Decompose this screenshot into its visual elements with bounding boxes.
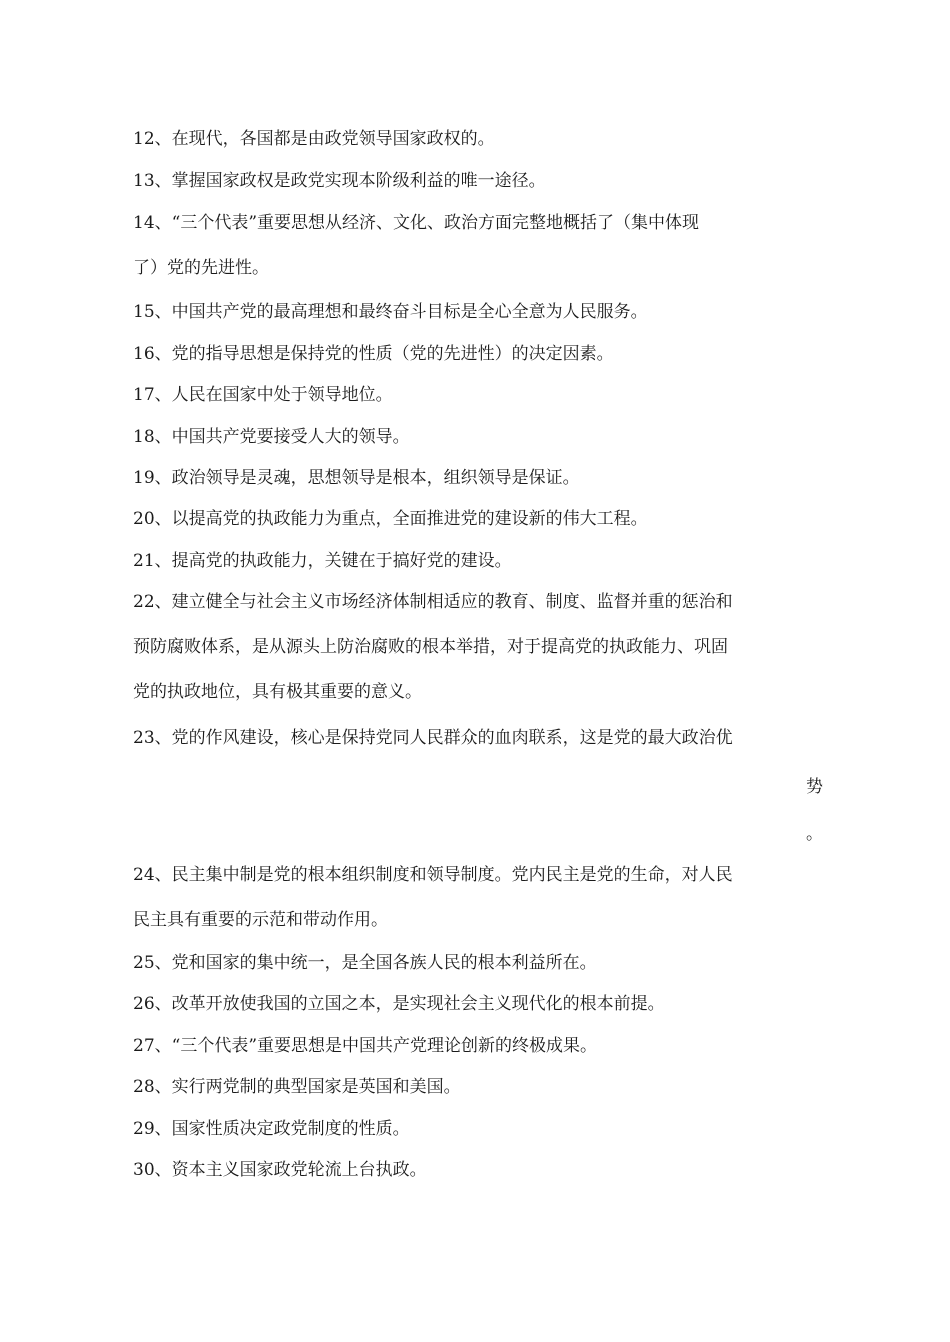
list-item-20	[133, 497, 823, 542]
list-item-24	[133, 853, 823, 943]
text-line: 14、“三个代表”重要思想从经济、文化、政治方面完整地概括了（集中体现	[133, 213, 700, 233]
list-item-26	[133, 982, 823, 1027]
list-item-22	[133, 580, 823, 715]
list-item-29	[133, 1107, 823, 1152]
list-item-14	[133, 201, 823, 291]
text-line: 25、党和国家的集中统一，是全国各族人民的根本利益所在。	[133, 953, 597, 973]
text-line: 23、党的作风建设，核心是保持党同人民群众的血肉联系，这是党的最大政治优	[133, 728, 733, 748]
text-line: 13、掌握国家政权是政党实现本阶级利益的唯一途径。	[133, 171, 546, 191]
text-line: 民主具有重要的示范和带动作用。	[133, 910, 388, 930]
list-item-15	[133, 290, 823, 335]
text-line: 了）党的先进性。	[133, 258, 269, 278]
text-line: 30、资本主义国家政党轮流上台执政。	[133, 1160, 427, 1180]
text-line: 17、人民在国家中处于领导地位。	[133, 385, 393, 405]
text-line: 21、提高党的执政能力，关键在于搞好党的建设。	[133, 551, 512, 571]
wrapped-char: 势	[806, 777, 823, 797]
list-item-19	[133, 456, 823, 501]
list-item-30	[133, 1148, 823, 1193]
text-line: 预防腐败体系，是从源头上防治腐败的根本举措，对于提高党的执政能力、巩固	[133, 637, 728, 657]
list-item-21	[133, 539, 823, 584]
text-line: 15、中国共产党的最高理想和最终奋斗目标是全心全意为人民服务。	[133, 302, 648, 322]
text-line: 16、党的指导思想是保持党的性质（党的先进性）的决定因素。	[133, 344, 614, 364]
text-line: 29、国家性质决定政党制度的性质。	[133, 1119, 410, 1139]
text-line: 19、政治领导是灵魂，思想领导是根本，组织领导是保证。	[133, 468, 580, 488]
text-line: 20、以提高党的执政能力为重点，全面推进党的建设新的伟大工程。	[133, 509, 648, 529]
list-item-17	[133, 373, 823, 418]
text-line: 24、民主集中制是党的根本组织制度和领导制度。党内民主是党的生命，对人民	[133, 865, 733, 885]
text-line: 12、在现代，各国都是由政党领导国家政权的。	[133, 129, 495, 149]
text-line: 22、建立健全与社会主义市场经济体制相适应的教育、制度、监督并重的惩治和	[133, 592, 733, 612]
text-line: 27、“三个代表”重要思想是中国共产党理论创新的终极成果。	[133, 1036, 598, 1056]
text-line: 18、中国共产党要接受人大的领导。	[133, 427, 410, 447]
text-line: 26、改革开放使我国的立国之本，是实现社会主义现代化的根本前提。	[133, 994, 665, 1014]
list-item-16	[133, 332, 823, 377]
text-line: 党的执政地位，具有极其重要的意义。	[133, 682, 422, 702]
list-item-28	[133, 1065, 823, 1110]
list-item-18	[133, 415, 823, 460]
text-line: 28、实行两党制的典型国家是英国和美国。	[133, 1077, 461, 1097]
list-item-27	[133, 1024, 823, 1069]
list-item-23	[133, 716, 823, 761]
wrapped-punctuation: 。	[806, 824, 823, 844]
list-item-25	[133, 941, 823, 986]
list-item-12	[133, 117, 823, 162]
list-item-13	[133, 159, 823, 204]
